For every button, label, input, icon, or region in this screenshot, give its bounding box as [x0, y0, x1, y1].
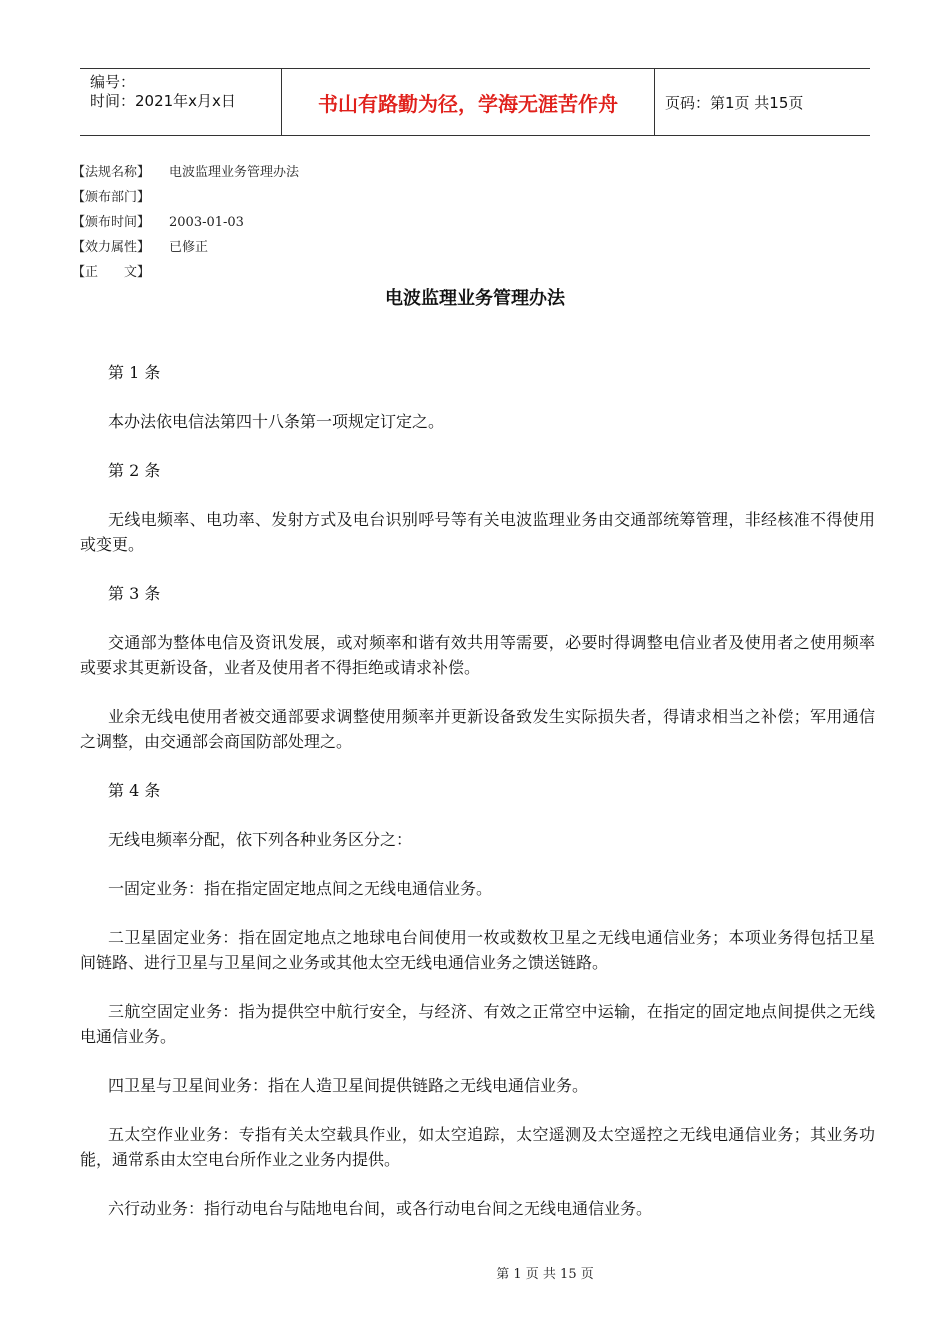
- paragraph: 三航空固定业务：指为提供空中航行安全，与经济、有效之正常空中运输，在指定的固定地点间提供之无线电通信业务。: [80, 1002, 875, 1046]
- paragraph: 五太空作业业务：专指有关太空载具作业，如太空追踪，太空遥测及太空遥控之无线电通信业务；其业务功能，通常系由太空电台所作业之业务内提供。: [80, 1125, 875, 1169]
- meta-key: 【正 文】: [72, 265, 151, 280]
- header-page-info: 页码：第1页 共15页: [665, 93, 804, 112]
- meta-row: [72, 260, 299, 285]
- header-motto: 书山有路勤为径，学海无涯苦作舟: [282, 69, 655, 135]
- page-footer: 第 1 页 共 15 页: [496, 1267, 594, 1282]
- document-title: 电波监理业务管理办法: [385, 288, 565, 309]
- meta-value: 2003-01-03: [169, 215, 244, 230]
- number-label: 编号：: [90, 73, 136, 91]
- article-heading: 第 2 条: [108, 461, 161, 480]
- meta-value: 电波监理业务管理办法: [169, 165, 300, 180]
- meta-row: [72, 235, 299, 260]
- meta-value: 已修正: [169, 240, 209, 255]
- paragraph: 本办法依电信法第四十八条第一项规定订定之。: [108, 412, 445, 431]
- meta-key: 【法规名称】: [72, 165, 151, 180]
- paragraph: 二卫星固定业务：指在固定地点之地球电台间使用一枚或数枚卫星之无线电通信业务；本项业务得包括卫星间链路、进行卫星与卫星间之业务或其他太空无线电通信业务之馈送链路。: [80, 928, 875, 972]
- meta-row: [72, 160, 299, 185]
- time-label: 时间：2021年x月x日: [90, 92, 236, 110]
- article-heading: 第 3 条: [108, 584, 161, 603]
- paragraph: 四卫星与卫星间业务：指在人造卫星间提供链路之无线电通信业务。: [108, 1076, 589, 1095]
- paragraph: 一固定业务：指在指定固定地点间之无线电通信业务。: [108, 879, 493, 898]
- document-body: [80, 360, 875, 1245]
- meta-key: 【效力属性】: [72, 240, 151, 255]
- document-header: [80, 68, 870, 136]
- header-info-cell: [80, 69, 282, 135]
- paragraph: 无线电频率分配，依下列各种业务区分之：: [108, 830, 413, 849]
- paragraph: 业余无线电使用者被交通部要求调整使用频率并更新设备致发生实际损失者，得请求相当之补偿；军用通信之调整，由交通部会商国防部处理之。: [80, 707, 875, 751]
- meta-key: 【颁布部门】: [72, 190, 151, 205]
- paragraph: 交通部为整体电信及资讯发展，或对频率和谐有效共用等需要，必要时得调整电信业者及使用者之使用频率或要求其更新设备，业者及使用者不得拒绝或请求补偿。: [80, 633, 875, 677]
- paragraph: 无线电频率、电功率、发射方式及电台识别呼号等有关电波监理业务由交通部统筹管理，非经核准不得使用或变更。: [80, 510, 875, 554]
- meta-row: [72, 185, 299, 210]
- paragraph: 六行动业务：指行动电台与陆地电台间，或各行动电台间之无线电通信业务。: [108, 1199, 653, 1218]
- meta-key: 【颁布时间】: [72, 215, 151, 230]
- article-heading: 第 4 条: [108, 781, 161, 800]
- article-heading: 第 1 条: [108, 363, 161, 382]
- regulation-metadata: [72, 160, 299, 285]
- meta-row: [72, 210, 299, 235]
